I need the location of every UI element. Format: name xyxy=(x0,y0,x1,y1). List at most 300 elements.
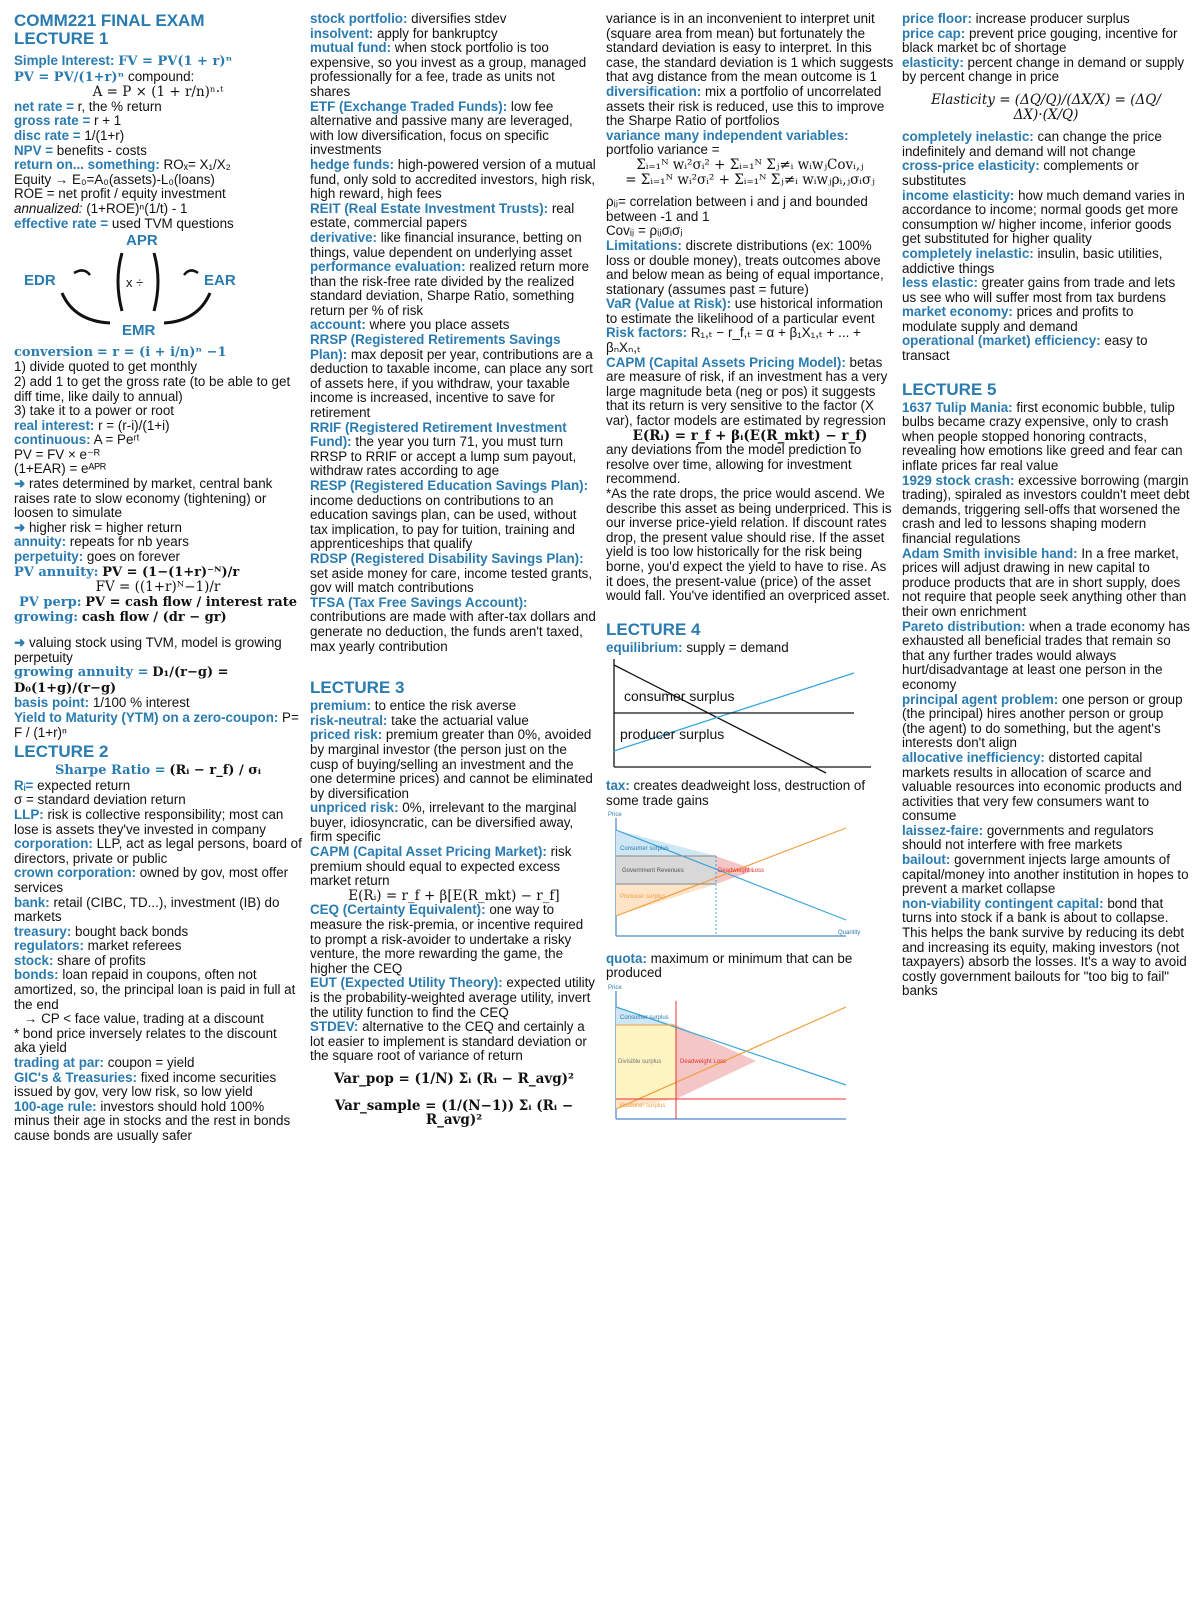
def-corporation xyxy=(14,837,302,866)
term: stock: xyxy=(14,952,54,968)
dwl-label: Deadweight Loss xyxy=(718,868,765,875)
text: r + 1 xyxy=(90,113,122,129)
term: laissez-faire: xyxy=(902,822,984,838)
term: priced risk: xyxy=(310,727,383,743)
def-capm-model xyxy=(606,356,894,429)
def-regulators xyxy=(14,939,302,954)
text: maximum or minimum that can be produced xyxy=(606,950,853,981)
term: effective rate = xyxy=(14,215,109,231)
def-elasticity xyxy=(902,56,1190,85)
cs-label: Consumer surplus xyxy=(620,1014,669,1021)
elasticity-formula: Elasticity = (ΔQ/Q)/(ΔX/X) = (ΔQ/ΔX)·(X/Q) xyxy=(931,91,1161,123)
tax-chart xyxy=(606,808,876,948)
ytm xyxy=(14,711,302,740)
text: can change the price indefinitely and demand will not change xyxy=(902,129,1162,159)
def-gic xyxy=(14,1071,302,1100)
def-tulip-mania xyxy=(902,401,1190,474)
producer-surplus-label: producer surplus xyxy=(620,726,725,743)
gr-label: Government Revenues xyxy=(622,868,684,875)
def-limitations xyxy=(606,239,894,297)
dwl-label: Deadweight Loss xyxy=(680,1058,727,1065)
term: CEQ (Certainty Equivalent): xyxy=(310,902,486,918)
var-sample-formula: Var_sample = (1/(N−1)) Σᵢ (Rᵢ − R_avg)² xyxy=(334,1097,574,1129)
stock-note xyxy=(14,636,302,665)
term: disc rate = xyxy=(14,127,81,143)
ps-label: Producer surplus xyxy=(620,1102,666,1109)
text: excessive borrowing (margin trading), spiraled as investors couldn't meet debt demands, triggering sell-offs that worsened the crash and led to lessons shaping modern financial regulations xyxy=(902,472,1190,546)
def-bank xyxy=(14,896,302,925)
text: max deposit per year, contributions are a deduction to taxable income, can place any sort of assets here, if you withdraw, your taxable income is increased, incentive to save for retirement xyxy=(310,346,593,421)
quantity-axis-label: Quantity xyxy=(838,930,861,937)
term: Limitations: xyxy=(606,237,682,253)
text: fixed income securities issued by gov, very low risk, so low yield xyxy=(14,1069,277,1100)
text: bond that turns into stock if a bank is about to collapse. This helps the bank survive by reducing its debt and increasing its equity, making investors (not taxpayers) absorb the losses. It's a way to avoid costly government bailouts for "too big to fail" banks xyxy=(902,895,1187,999)
text: A = Peʳᵗ xyxy=(90,432,140,448)
pv-perp xyxy=(14,595,302,611)
text: real estate, commercial papers xyxy=(310,200,575,231)
def-rdsp xyxy=(310,552,598,596)
text: diversifies stdev xyxy=(407,12,507,26)
annuity xyxy=(14,535,302,550)
term: CAPM (Capital Asset Pricing Market): xyxy=(310,844,547,860)
text: easy to transact xyxy=(902,333,1148,364)
def-diversification xyxy=(606,85,894,129)
text: percent change in demand or supply by percent change in price xyxy=(902,54,1185,85)
term: non-viability contingent capital: xyxy=(902,895,1104,911)
term: continuous: xyxy=(14,432,91,448)
diagram-ear: EAR xyxy=(204,272,236,290)
text: where you place assets xyxy=(365,317,510,333)
term: Yield to Maturity (YTM) on a zero-coupon: xyxy=(14,709,279,725)
text: like financial insurance, betting on things, value dependent on underlying asset xyxy=(310,229,582,260)
def-risk-neutral xyxy=(310,714,598,729)
demand-line xyxy=(614,665,826,773)
text: 0%, irrelevant to the marginal buyer, idiosyncratic, can be diversified away, firm specific xyxy=(310,800,577,845)
def-insolvent xyxy=(310,27,598,42)
term: Adam Smith invisible hand: xyxy=(902,545,1078,561)
text: prevent price gouging, incentive for black market bc of shortage xyxy=(902,25,1178,56)
def-etf xyxy=(310,100,598,158)
def-net-rate xyxy=(14,100,302,115)
def-npv xyxy=(14,144,302,159)
text: one person or group (the principal) hires another person or group (the agent) to do something, but the agent's interests don't align xyxy=(902,691,1183,751)
term: REIT (Real Estate Investment Trusts): xyxy=(310,200,549,216)
def-pareto xyxy=(902,620,1190,693)
page-title xyxy=(14,12,302,48)
term: LLP: xyxy=(14,806,44,822)
term: Simple Interest: xyxy=(14,53,115,68)
lecture-5-heading: LECTURE 5 xyxy=(902,379,997,399)
cont-line-1: PV = FV × e⁻ᴿ xyxy=(14,446,101,462)
after-capm: any deviations from the model prediction to resolve over time, allowing for investment recommend. xyxy=(606,442,862,487)
term: market economy: xyxy=(902,304,1013,320)
text: expected utility is the probability-weighted average utility, invert the utility function to find the CEQ xyxy=(310,975,595,1020)
formula: PV = cash flow / interest rate xyxy=(85,594,297,610)
term: TFSA (Tax Free Savings Account): xyxy=(310,594,528,610)
term: regulators: xyxy=(14,938,84,954)
text: R₁,ₜ − r_f,ₜ = α + β₁X₁,ₜ + ... + βₙXₙ,ₜ xyxy=(606,325,861,356)
capm-formula: E(Rᵢ) = r_f + β[E(R_mkt) − r_f] xyxy=(348,887,560,904)
text: higher risk = higher return xyxy=(25,519,182,535)
term: annuity: xyxy=(14,534,67,550)
term: EUT (Expected Utility Theory): xyxy=(310,975,503,991)
def-crown xyxy=(14,866,302,895)
text: discrete distributions (ex: 100% loss or double money), treats outcomes above and below mean as being of equal importance, stationary (assumes past = future) xyxy=(606,237,884,297)
text: to entice the risk averse xyxy=(371,698,517,714)
text: governments and regulators should not interfere with free markets xyxy=(902,822,1154,853)
capm-model-formula: E(Rᵢ) = r_f + βᵢ(E(R_mkt) − r_f) xyxy=(632,427,868,444)
cp-note: → CP < face value, trading at a discount xyxy=(24,1011,264,1027)
quota-chart xyxy=(606,981,876,1131)
price-axis-label: Price xyxy=(608,984,622,991)
text: repeats for nb years xyxy=(66,534,189,550)
text: income deductions on contributions to an education savings plan, can be used, without tax implication, to pay for tuition, training and apprenticeships that qualify xyxy=(310,492,577,552)
var-pop-formula: Var_pop = (1/N) Σᵢ (Rᵢ − R_avg)² xyxy=(334,1070,574,1087)
text: retail (CIBC, TD...), investment (IB) do markets xyxy=(14,894,280,925)
roe-line: ROE = net profit / equity investment xyxy=(14,186,226,202)
effective-rate xyxy=(14,217,302,232)
term: RRSP (Registered Retirements Savings Plan): xyxy=(310,332,561,362)
growing xyxy=(14,610,302,626)
term: quota: xyxy=(606,950,647,966)
bond-note: * bond price inversely relates to the discount aka yield xyxy=(14,1025,277,1056)
formula: = r = (i + i/n)ⁿ −1 xyxy=(96,344,227,360)
term: stock portfolio: xyxy=(310,12,408,26)
text: insulin, basic utilities, addictive things xyxy=(902,245,1163,276)
label: growing annuity = xyxy=(14,665,149,681)
def-llp xyxy=(14,808,302,837)
def-gross-rate xyxy=(14,114,302,129)
def-mutual-fund xyxy=(310,41,598,99)
term: derivative: xyxy=(310,229,377,245)
arrow-left-top xyxy=(74,271,90,276)
formula: cash flow / (dr − gr) xyxy=(81,610,227,626)
diagram-edr: EDR xyxy=(24,272,56,290)
term: ETF (Exchange Traded Funds): xyxy=(310,98,508,114)
text: when stock portfolio is too expensive, so you invest as a group, managed professionally for a fee, trade as units not shares xyxy=(310,40,587,99)
def-sigma xyxy=(14,793,302,808)
term: Risk factors: xyxy=(606,325,688,341)
text: set aside money for care, income tested grants, gov will match contributions xyxy=(310,565,593,596)
step-2: 2) add 1 to get the gross rate (to be able to get diff time, like daily to annual) xyxy=(14,373,291,404)
def-nvcc xyxy=(902,897,1190,999)
text: loan repaid in coupons, often not amortized, so, the principal loan is paid in full at the end xyxy=(14,967,296,1012)
def-risk-factors xyxy=(606,326,894,355)
def-principal-agent xyxy=(902,693,1190,751)
text: P= F / (1+r)ⁿ xyxy=(14,709,299,740)
def-completely-inelastic xyxy=(902,130,1190,159)
def-laissez-faire xyxy=(902,824,1190,853)
def-par xyxy=(14,1056,302,1071)
term: net rate = xyxy=(14,98,74,114)
term: equilibrium: xyxy=(606,639,683,655)
text: apply for bankruptcy xyxy=(373,25,498,41)
def-eut xyxy=(310,976,598,1020)
def-bonds xyxy=(14,968,302,1012)
text: risk premium should equal to expected excess market return xyxy=(310,844,572,889)
label: conversion xyxy=(14,344,94,360)
text: valuing stock using TVM, model is growing perpetuity xyxy=(14,635,282,665)
arrow-right-top xyxy=(184,271,198,276)
term: risk-neutral: xyxy=(310,712,388,728)
text: investors should hold 100% minus their age in stocks and the rest in bonds cause bonds are usually safer xyxy=(14,1098,291,1143)
perpetuity xyxy=(14,550,302,565)
arrow-left-bottom xyxy=(62,293,110,323)
divisible-label: Divisible surplus xyxy=(618,1058,662,1065)
star-note: *As the rate drops, the price would ascend. We describe this asset as being underpriced. This is our inverse price-yield relation. If discount rates drop, the present value should rise. If the asset yield is too low historically for the risk being borne, you'd expect the yield to have to rise. As it does, the present-value (price) of the asset would fall. You've identified an overpriced asset. xyxy=(606,486,892,604)
term: basis point: xyxy=(14,695,90,711)
producer-surplus-area xyxy=(616,884,716,916)
text: benefits - costs xyxy=(53,142,147,158)
rho-line-2: Covᵢⱼ = ρᵢⱼσᵢσⱼ xyxy=(606,223,683,239)
text: increase producer surplus xyxy=(971,12,1130,26)
term: VaR (Value at Risk): xyxy=(606,296,732,312)
def-quota xyxy=(606,952,894,981)
term: operational (market) efficiency: xyxy=(902,333,1101,349)
text: how much demand varies in accordance to income; normal goods get more consumption w/ higher income, inferior goods get substituted for higher quality xyxy=(902,187,1185,247)
def-operational-efficiency xyxy=(902,334,1190,363)
text: contributions are made with after-tax dollars and generate no deduction, the funds aren't taxed, max yearly contribution xyxy=(310,609,596,654)
def-reit xyxy=(310,202,598,231)
simple-interest xyxy=(14,54,302,70)
def-allocative-inefficiency xyxy=(902,751,1190,824)
def-price-cap xyxy=(902,27,1190,56)
arrow-up xyxy=(118,253,122,311)
text: creates deadweight loss, destruction of some trade gains xyxy=(606,777,866,808)
text: LLP, act as legal persons, board of directors, private or public xyxy=(14,836,302,866)
term: income elasticity: xyxy=(902,187,1015,203)
term: performance evaluation: xyxy=(310,259,466,275)
portfolio-variance-cov: Σᵢ₌₁ᴺ wᵢ²σᵢ² + Σᵢ₌₁ᴺ Σⱼ≠ᵢ wᵢwⱼCovᵢ,ⱼ xyxy=(636,156,864,173)
arrow-right-icon: ➜ xyxy=(14,476,26,492)
text: mix a portfolio of uncorrelated assets their risk is reduced, use this to improve the Sharpe Ratio of portfolios xyxy=(606,83,885,129)
term: allocative inefficiency: xyxy=(902,749,1045,765)
term: mutual fund: xyxy=(310,40,392,56)
def-resp xyxy=(310,479,598,552)
text: r, the % return xyxy=(73,98,162,114)
term: hedge funds: xyxy=(310,156,395,172)
text: premium greater than 0%, avoided by marginal investor (the person just on the cusp of buying/selling an investment and the one determine prices) and cannot be eliminated by diversification xyxy=(310,727,593,801)
term: price cap: xyxy=(902,25,966,41)
term: principal agent problem: xyxy=(902,691,1059,707)
def-performance xyxy=(310,260,598,318)
def-price-floor xyxy=(902,12,1190,27)
arrow-right-icon: ➜ xyxy=(14,635,26,650)
def-market-economy xyxy=(902,305,1190,334)
def-1929-crash xyxy=(902,474,1190,547)
term: 1929 stock crash: xyxy=(902,472,1015,488)
risk-note xyxy=(14,521,302,536)
def-bailout xyxy=(902,853,1190,897)
term: bailout: xyxy=(902,852,951,868)
text: 1/(1+r) xyxy=(80,127,125,143)
text: low fee alternative and passive many are leveraged, with low diversification, focus on specific investments xyxy=(310,98,573,158)
annualized-line xyxy=(14,202,302,217)
text: market referees xyxy=(83,938,182,954)
text: coupon = yield xyxy=(104,1055,195,1071)
column-3 xyxy=(606,12,894,1600)
def-rrsp xyxy=(310,333,598,421)
term: elasticity: xyxy=(902,54,964,70)
term: bonds: xyxy=(14,967,59,983)
term: corporation: xyxy=(14,836,93,852)
text: when a trade economy has exhausted all beneficial trades that remain so that any further trades would always hurt/disadvantage at least one person in the economy xyxy=(902,618,1190,692)
text: high-powered version of a mutual fund, only sold to accredited investors, high risk, high reward, high fees xyxy=(310,156,596,202)
def-priced-risk xyxy=(310,728,598,801)
text: share of profits xyxy=(53,952,146,968)
def-100-age xyxy=(14,1100,302,1144)
def-ri xyxy=(14,779,302,794)
term: tax: xyxy=(606,777,630,793)
def-treasury xyxy=(14,925,302,940)
consumer-surplus-area xyxy=(616,830,716,856)
variance-intro: variance is in an inconvenient to interpret unit (square area from mean) but fortunately the standard deviation is easy to interpret. In this case, the standard deviation is 1 which suggests that avg distance from the mean outcome is 1 xyxy=(606,12,894,85)
def-equilibrium xyxy=(606,641,894,656)
text: complements or substitutes xyxy=(902,158,1139,188)
text: bought back bonds xyxy=(71,923,189,939)
term: NPV = xyxy=(14,142,54,158)
text: take the actuarial value xyxy=(387,712,529,728)
term: treasury: xyxy=(14,923,72,939)
term: return on... something: xyxy=(14,157,160,173)
column-4 xyxy=(902,12,1190,1600)
def-account xyxy=(310,318,598,333)
def-stock xyxy=(14,954,302,969)
column-2 xyxy=(310,12,598,1600)
def-variance-many xyxy=(606,129,894,158)
text: r = (r-i)/(1+i) xyxy=(94,417,170,433)
def-completely-inelastic-2 xyxy=(902,247,1190,276)
text: supply = demand xyxy=(682,639,789,655)
fv-formula: FV = ((1+r)ᴺ−1)/r xyxy=(95,579,221,596)
supply-demand-chart xyxy=(606,655,876,775)
label: PV annuity: xyxy=(14,564,99,580)
term: completely inelastic: xyxy=(902,245,1034,261)
term: RESP (Registered Education Savings Plan): xyxy=(310,478,589,493)
text: one way to measure the risk-premia, or incentive required to prompt a risk-avoider to undertake a risky venture, the more rewarding the game, the higher the CEQ xyxy=(310,902,584,976)
term: real interest: xyxy=(14,417,95,433)
term: crown corporation: xyxy=(14,865,137,881)
text: prices and profits to modulate supply and demand xyxy=(902,304,1134,334)
def-invisible-hand xyxy=(902,547,1190,620)
term: trading at par: xyxy=(14,1055,105,1071)
text: distorted capital markets results in allocation of scarce and valuable resources into economic products and activities that very few consumers want to consume xyxy=(902,749,1182,824)
term: less elastic: xyxy=(902,275,978,291)
ps-label: Producer surplus xyxy=(620,894,666,901)
text: owned by gov, most offer services xyxy=(14,865,289,895)
text: greater gains from trade and lets us see who will suffer most from tax burdens xyxy=(902,275,1176,305)
def-unpriced-risk xyxy=(310,801,598,845)
lecture-3-heading: LECTURE 3 xyxy=(310,678,405,698)
arrow-right-icon: ➜ xyxy=(14,519,26,535)
text: σ = standard deviation return xyxy=(14,792,186,808)
term: Rᵢ= xyxy=(14,777,34,793)
def-income-elasticity xyxy=(902,189,1190,247)
text: ROₓ= X₁/X₂ xyxy=(159,157,231,173)
def-less-elastic xyxy=(902,276,1190,305)
def-var xyxy=(606,297,894,326)
exam-title: COMM221 FINAL EXAM xyxy=(14,12,205,30)
term: RDSP (Registered Disability Savings Plan): xyxy=(310,550,584,566)
conversion-line xyxy=(14,345,302,361)
def-tax xyxy=(606,779,894,808)
text: portfolio variance = xyxy=(606,142,720,158)
term: account: xyxy=(310,317,366,333)
text: expected return xyxy=(33,777,131,793)
cont-line-2: (1+EAR) = eᴬᴾᴿ xyxy=(14,461,107,477)
diagram-emr: EMR xyxy=(122,322,156,340)
real-interest xyxy=(14,419,302,434)
formula: (Rᵢ − r_f) / σᵢ xyxy=(169,763,261,779)
formula: D₁/(r−g) = D₀(1+g)/(r−g) xyxy=(14,665,229,696)
lecture-2-heading: LECTURE 2 xyxy=(14,742,109,762)
term: completely inelastic: xyxy=(902,129,1034,145)
arrow-down xyxy=(154,253,158,311)
text: rates determined by market, central bank raises rate to slow economy (tightening) or loosen to simulate xyxy=(14,476,273,521)
term: variance many independent variables: xyxy=(606,127,849,143)
price-axis-label: Price xyxy=(608,812,622,819)
text: used TVM questions xyxy=(108,215,234,231)
text: risk is collective responsibility; most can lose is assets they've invested in company xyxy=(14,806,284,837)
def-capm-market xyxy=(310,845,598,889)
def-tfsa xyxy=(310,596,598,654)
formula: PV = PV/(1+r)ⁿ xyxy=(14,69,125,85)
text: alternative to the CEQ and certainly a lot easier to implement is standard deviation or the square root of variance of return xyxy=(310,1019,587,1064)
consumer-surplus-label: consumer surplus xyxy=(624,688,735,705)
compound-label: compound: xyxy=(128,68,195,84)
formula: FV = PV(1 + r)ⁿ xyxy=(118,54,233,69)
term: GIC's & Treasuries: xyxy=(14,1069,138,1085)
text: government injects large amounts of capital/money into another institution in hopes to prevent a market collapse xyxy=(902,852,1189,897)
term: 1637 Tulip Mania: xyxy=(902,399,1013,415)
def-cross-price xyxy=(902,159,1190,188)
text: goes on forever xyxy=(83,549,180,565)
text: (1+ROE)ⁿ(1/t) - 1 xyxy=(82,200,188,216)
step-3: 3) take it to a power or root xyxy=(14,403,175,419)
step-1: 1) divide quoted to get monthly xyxy=(14,359,198,375)
term: 100-age rule: xyxy=(14,1098,97,1114)
text: use historical information to estimate the likelihood of a particular event xyxy=(606,296,883,326)
term: CAPM (Capital Assets Pricing Model): xyxy=(606,354,846,370)
diagram-center: x ÷ xyxy=(126,275,144,291)
rates-note xyxy=(14,477,302,521)
text: realized return more than the risk-free rate divided by the realized standard deviation, Sharpe Ratio, something return per % of risk xyxy=(310,259,590,318)
def-stdev xyxy=(310,1020,598,1064)
lecture-1-heading: LECTURE 1 xyxy=(14,29,109,48)
text: first economic bubble, tulip bulbs became crazy expensive, only to crash when people stopped honoring contracts, revealing how emotions like greed and fear can inflate prices far real value xyxy=(902,399,1183,474)
cs-label: Consumer surplus xyxy=(620,846,669,853)
rate-conversion-diagram xyxy=(14,231,254,341)
term: Pareto distribution: xyxy=(902,618,1026,634)
label: PV perp: xyxy=(19,594,82,610)
term: gross rate = xyxy=(14,113,91,129)
def-derivative xyxy=(310,231,598,260)
def-premium xyxy=(310,699,598,714)
basis-point xyxy=(14,696,302,711)
growing-annuity xyxy=(14,665,302,696)
text: the year you turn 71, you must turn RRSP to RRIF or accept a lump sum payout, withdraw rates according to age xyxy=(310,434,577,479)
term: price floor: xyxy=(902,12,972,26)
term: RRIF (Registered Retirement Investment Fund): xyxy=(310,419,567,450)
text: betas are measure of risk, if an investment has a very large magnitude beta (neg or pos) it suggests that its return is very sensitive to the factor (X var), factor models are estimated by regression xyxy=(606,354,888,429)
pv-compound xyxy=(14,70,302,86)
label: growing: xyxy=(14,610,79,626)
portfolio-variance-rho: = Σᵢ₌₁ᴺ wᵢ²σᵢ² + Σᵢ₌₁ᴺ Σⱼ≠ᵢ wᵢwⱼρᵢ,ⱼσᵢσⱼ xyxy=(625,171,875,188)
sharpe-ratio xyxy=(14,763,302,779)
formula: PV = (1−(1+r)⁻ᴺ)/r xyxy=(102,564,240,580)
compound-formula: A = P × (1 + r/n)ⁿ·ᵗ xyxy=(92,84,224,101)
term: STDEV: xyxy=(310,1019,359,1035)
